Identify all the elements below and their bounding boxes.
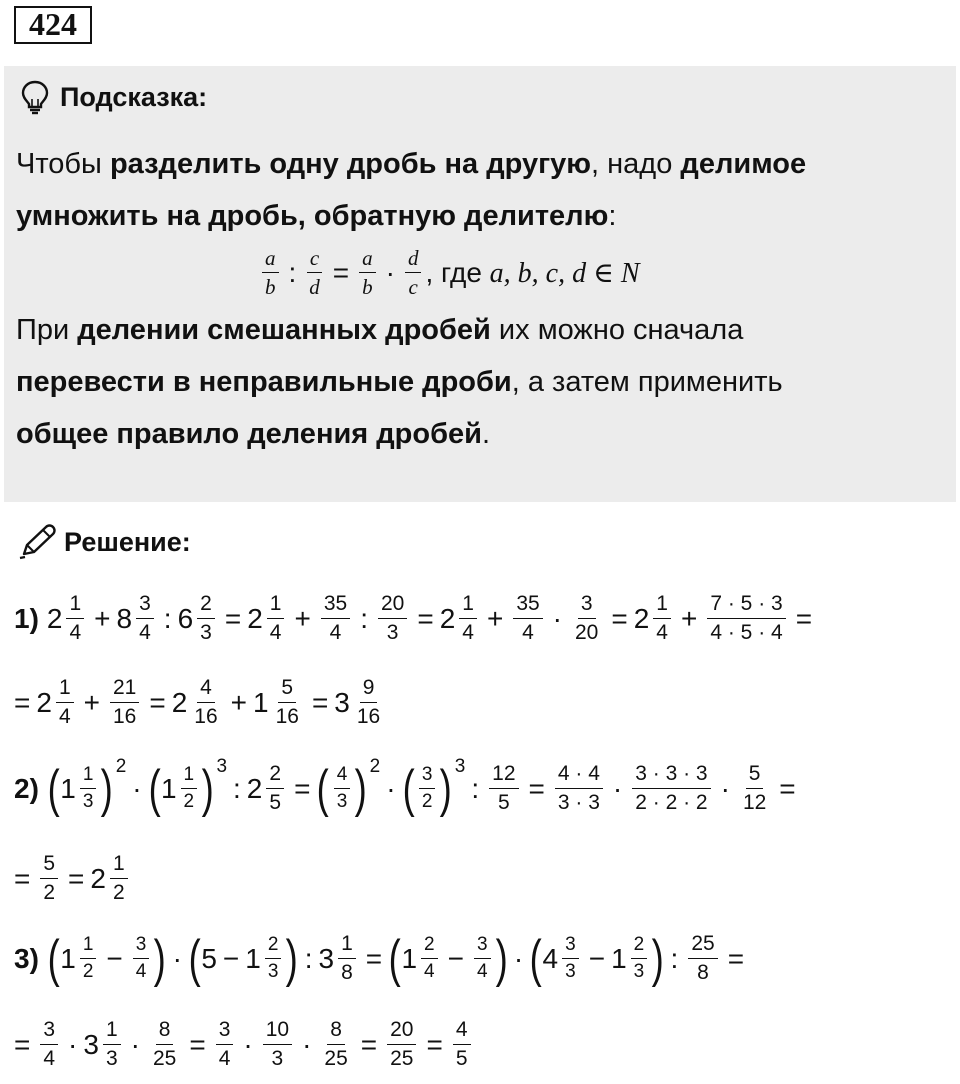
fraction: $\frac{3}{4}$ bbox=[133, 934, 150, 983]
solution-title: Решение: bbox=[64, 526, 191, 557]
fraction: $\frac{1}{4}$ bbox=[267, 592, 285, 645]
solution-line-1-cont: = 2 $\frac{1}{4}$ + $\frac{21}{16}$ = 2 $\frac{4}{16}$ + 1 $\frac{5}{16}$ = 3 $\frac{9}{16}$ bbox=[14, 676, 387, 729]
formula-suffix: , где bbox=[425, 256, 490, 288]
fraction: $\frac{1}{3}$ bbox=[80, 764, 97, 813]
fraction: $\frac{3}{4}$ bbox=[474, 934, 491, 983]
hint-bold-text: умножить на дробь, обратную делителю bbox=[16, 200, 609, 232]
hint-paragraph-1 bbox=[16, 138, 916, 242]
operator: · bbox=[385, 256, 395, 288]
fraction: $\frac{a}{b}$ bbox=[262, 246, 279, 299]
fraction: $\frac{5}{16}$ bbox=[275, 676, 299, 729]
fraction: $\frac{1}{2}$ bbox=[110, 852, 128, 905]
fraction: $\frac{9}{16}$ bbox=[356, 676, 381, 729]
fraction: $\frac{7 \cdot 5 \cdot 3}{4 \cdot 5 \cdot 4}$ bbox=[707, 592, 785, 645]
fraction: $\frac{8}{25}$ bbox=[324, 1018, 348, 1071]
fraction: $\frac{20}{3}$ bbox=[378, 592, 407, 645]
hint-bold-text: делимое bbox=[680, 148, 807, 180]
task-number: 424 bbox=[14, 6, 92, 44]
solution-line-2: 2) ( 1 $\frac{1}{3}$ ) 2 · ( 1 $\frac{1}{2}$ ) 3 : 2 $\frac{2}{5}$ = ( $\frac{4}{3}$ ) 2 · ( $\frac{3}{2}$ ) 3 : $\frac{12}{5}$ = $\frac{4 \cdot 4}{3 \cdot 3}$ · $\frac{3 \cdot 3 \cdot 3}{2 \cdot 2 \cdot 2}$ · $\frac{5}{12}$ = bbox=[14, 756, 796, 818]
hint-header bbox=[18, 79, 207, 115]
hint-text: : bbox=[608, 200, 617, 232]
fraction: $\frac{35}{4}$ bbox=[513, 592, 542, 645]
fraction: $\frac{c}{d}$ bbox=[306, 246, 323, 299]
solution-line-3-cont: = $\frac{3}{4}$ · 3 $\frac{1}{3}$ · $\frac{8}{25}$ = $\frac{3}{4}$ · $\frac{10}{3}$ · $\frac{8}{25}$ = $\frac{20}{25}$ = $\frac{4}{5}$ bbox=[14, 1018, 475, 1071]
fraction: $\frac{2}{3}$ bbox=[265, 934, 282, 983]
solution-header bbox=[18, 524, 191, 560]
division-rule-formula bbox=[258, 246, 640, 299]
fraction: $\frac{1}{4}$ bbox=[66, 592, 84, 645]
hint-bold-text: общее правило деления дробей bbox=[16, 418, 482, 450]
hint-text: . bbox=[481, 418, 491, 450]
fraction: $\frac{1}{4}$ bbox=[653, 592, 671, 645]
fraction: $\frac{5}{2}$ bbox=[40, 852, 58, 905]
fraction: $\frac{5}{12}$ bbox=[742, 762, 767, 815]
fraction: $\frac{35}{4}$ bbox=[321, 592, 350, 645]
fraction: $\frac{1}{4}$ bbox=[56, 676, 74, 729]
item-label: 3) bbox=[14, 942, 39, 974]
fraction: $\frac{4}{5}$ bbox=[453, 1018, 471, 1071]
hint-bold-text: делении смешанных дробей bbox=[77, 314, 491, 346]
fraction: $\frac{3}{20}$ bbox=[575, 592, 599, 645]
fraction: $\frac{1}{2}$ bbox=[80, 934, 97, 983]
hint-paragraph-2 bbox=[16, 304, 916, 460]
fraction: $\frac{1}{3}$ bbox=[103, 1018, 121, 1071]
fraction: $\frac{20}{25}$ bbox=[387, 1018, 416, 1071]
pencil-icon bbox=[18, 524, 56, 560]
fraction: $\frac{12}{5}$ bbox=[489, 762, 518, 815]
fraction: $\frac{25}{8}$ bbox=[688, 932, 717, 985]
fraction: $\frac{1}{4}$ bbox=[459, 592, 477, 645]
fraction: $\frac{3}{4}$ bbox=[40, 1018, 58, 1071]
item-label: 1) bbox=[14, 602, 39, 634]
hint-bold-text: разделить одну дробь на другую bbox=[109, 148, 592, 180]
lightbulb-icon bbox=[18, 79, 52, 115]
fraction: $\frac{1}{2}$ bbox=[181, 764, 198, 813]
fraction: $\frac{2}{3}$ bbox=[197, 592, 215, 645]
item-label: 2) bbox=[14, 772, 39, 804]
fraction: $\frac{4 \cdot 4}{3 \cdot 3}$ bbox=[555, 762, 603, 815]
hint-text: их можно сначала bbox=[490, 314, 744, 346]
fraction: $\frac{3}{3}$ bbox=[562, 934, 579, 983]
fraction: $\frac{8}{25}$ bbox=[152, 1018, 177, 1071]
fraction: $\frac{2}{4}$ bbox=[421, 934, 438, 983]
hint-text: , а затем применить bbox=[511, 366, 783, 398]
fraction: $\frac{10}{3}$ bbox=[263, 1018, 292, 1071]
hint-bold-text: перевести в неправильные дроби bbox=[16, 366, 512, 398]
fraction: $\frac{21}{16}$ bbox=[110, 676, 139, 729]
solution-line-1: 1) 2 $\frac{1}{4}$ + 8 $\frac{3}{4}$ : 6 $\frac{2}{3}$ = 2 $\frac{1}{4}$ + $\frac{35}{4}$ : $\frac{20}{3}$ = 2 $\frac{1}{4}$ + $\frac{35}{4}$ · $\frac{3}{20}$ = 2 $\frac{1}{4}$ + $\frac{7 \cdot 5 \cdot 3}{4 \cdot 5 \cdot 4}$ = bbox=[14, 592, 813, 645]
solution-line-3: 3) ( 1 $\frac{1}{2}$ − $\frac{3}{4}$ ) · ( 5 − 1 $\frac{2}{3}$ ) : 3 $\frac{1}{8}$ = ( 1 $\frac{2}{4}$ − $\frac{3}{4}$ ) · ( 4 $\frac{3}{3}$ − 1 $\frac{2}{3}$ ) : $\frac{25}{8}$ = bbox=[14, 929, 745, 988]
hint-text: , надо bbox=[591, 148, 681, 180]
fraction: $\frac{4}{16}$ bbox=[194, 676, 218, 729]
fraction: $\frac{3}{4}$ bbox=[136, 592, 154, 645]
fraction: $\frac{1}{8}$ bbox=[338, 932, 356, 985]
hint-title: Подсказка: bbox=[60, 81, 208, 112]
fraction: $\frac{2}{3}$ bbox=[631, 934, 648, 983]
hint-text: При bbox=[16, 314, 78, 346]
hint-text: Чтобы bbox=[16, 148, 110, 180]
fraction: $\frac{3}{4}$ bbox=[216, 1018, 234, 1071]
operator: : bbox=[288, 256, 297, 288]
solution-line-2-cont: = $\frac{5}{2}$ = 2 $\frac{1}{2}$ bbox=[14, 852, 132, 905]
operator: = bbox=[332, 256, 350, 288]
formula-variables: a, b, c, d ∈ N bbox=[489, 257, 640, 289]
fraction: $\frac{3 \cdot 3 \cdot 3}{2 \cdot 2 \cdot 2}$ bbox=[632, 762, 710, 815]
fraction: $\frac{2}{5}$ bbox=[266, 762, 284, 815]
fraction: $\frac{3}{2}$ bbox=[419, 764, 436, 813]
math-expression: 2 bbox=[46, 602, 63, 634]
fraction: $\frac{a}{b}$ bbox=[359, 246, 376, 299]
fraction: $\frac{4}{3}$ bbox=[334, 764, 351, 813]
fraction: $\frac{d}{c}$ bbox=[405, 246, 422, 299]
